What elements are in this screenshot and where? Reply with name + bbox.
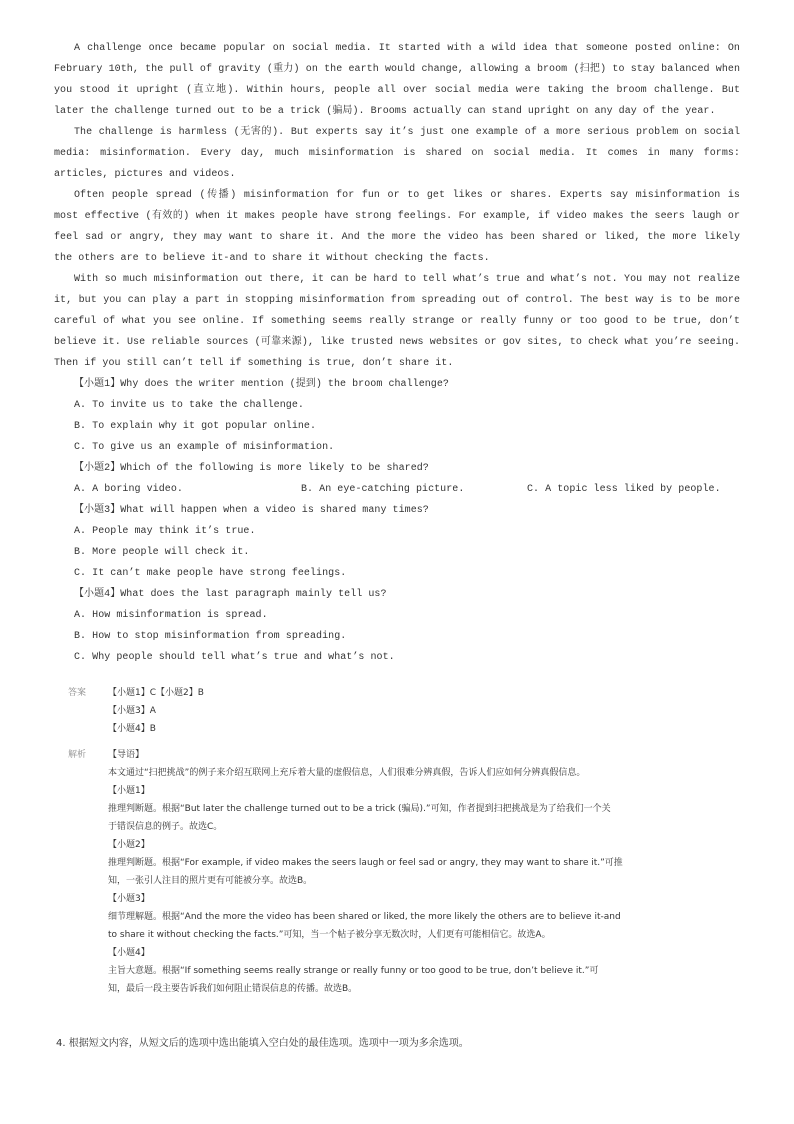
explanation-line: 【小题1】 (108, 786, 150, 796)
question-1 (54, 374, 740, 458)
question-2 (54, 458, 740, 500)
passage-paragraph-1: A challenge once became popular on social media. It started with a wild idea that someone posted online: On February 10th, the pull of gravity (重力) on the earth would change, allowing a broom (扫把) to stay balanced when you stood it upright (直立地). Within hours, people all over social media were taking the broom challenge. But later the challenge turned out to be a trick (骗局). Brooms actually can stand upright on any day of the year. (54, 43, 740, 117)
question-option: A. To invite us to take the challenge. (74, 400, 304, 411)
question-stem: 【小题1】Why does the writer mention (提到) the broom challenge? (74, 379, 449, 390)
explanation-line: 细节理解题。根据“And the more the video has been shared or liked, the more likely the others are to believe it-and (108, 912, 621, 922)
explanation-line: 于错误信息的例子。故选C。 (108, 822, 223, 832)
option-row (54, 479, 740, 500)
passage-paragraph-4: With so much misinformation out there, it can be hard to tell what’s true and what’s not. You may not realize it, but you can play a part in stopping misinformation from spreading out of control. The best way is to be more careful of what you see online. If something seems really strange or really funny or too good to be true, don’t believe it. Use reliable sources (可靠来源), like trusted news websites or gov sites, to check what you’re seeing. Then if you still can’t tell if something is true, don’t share it. (54, 274, 740, 369)
answer-explanation-block (68, 684, 728, 998)
question-option: A. People may think it’s true. (74, 526, 256, 537)
question-option: C. To give us an example of misinformation. (74, 442, 335, 453)
explanation-line: 本文通过“扫把挑战”的例子来介绍互联网上充斥着大量的虚假信息，人们很难分辨真假，告诉人们应如何分辨真假信息。 (108, 768, 586, 778)
question-4 (54, 584, 740, 668)
explanation-line: 知，一张引人注目的照片更有可能被分享。故选B。 (108, 876, 313, 886)
explanation-line: 知，最后一段主要告诉我们如何阻止错误信息的传播。故选B。 (108, 984, 358, 994)
explanation-section (68, 746, 728, 998)
question-stem: 【小题2】Which of the following is more likely to be shared? (74, 463, 429, 474)
answer-line: 【小题4】B (108, 724, 156, 734)
answer-body (108, 684, 728, 738)
explanation-line: to share it without checking the facts.”可知，当一个帖子被分享无数次时，人们更有可能相信它。故选A。 (108, 930, 551, 940)
next-question-instruction: 4. 根据短文内容，从短文后的选项中选出能填入空白处的最佳选项。选项中一项为多余选项。 (56, 1038, 469, 1049)
question-option: A. A boring video. (74, 484, 183, 495)
question-option: B. How to stop misinformation from spreading. (74, 631, 347, 642)
explanation-line: 推理判断题。根据“For example, if video makes the seers laugh or feel sad or angry, they may want to share it.”可推 (108, 858, 623, 868)
question-option: B. An eye-catching picture. (301, 484, 465, 495)
question-option: B. To explain why it got popular online. (74, 421, 317, 432)
answer-line: 【小题1】C【小题2】B (108, 688, 204, 698)
explanation-line: 【导语】 (108, 750, 145, 760)
question-stem: 【小题3】What will happen when a video is shared many times? (74, 505, 429, 516)
explanation-line: 主旨大意题。根据“If something seems really strange or really funny or too good to be true, don’t believe it.”可 (108, 966, 599, 976)
question-option: C. A topic less liked by people. (527, 484, 721, 495)
explanation-line: 【小题3】 (108, 894, 150, 904)
explanation-label: 解析 (68, 750, 87, 760)
question-option: C. Why people should tell what’s true and what’s not. (74, 652, 395, 663)
answer-line: 【小题3】A (108, 706, 156, 716)
explanation-line: 推理判断题。根据“But later the challenge turned out to be a trick (骗局).”可知，作者提到扫把挑战是为了给我们一个关 (108, 804, 611, 814)
question-option: A. How misinformation is spread. (74, 610, 268, 621)
answer-section (68, 684, 728, 738)
explanation-line: 【小题4】 (108, 948, 150, 958)
answer-label: 答案 (68, 688, 87, 698)
reading-passage (54, 38, 740, 668)
passage-paragraph-3: Often people spread (传播) misinformation for fun or to get likes or shares. Experts say misinformation is most effective (有效的) when it makes people have strong feelings. For example, if video makes the seers laugh or feel sad or angry, they may want to share it. And the more the video has been shared or liked, the more likely the others are to believe it-and to share it without checking the facts. (54, 190, 740, 264)
explanation-line: 【小题2】 (108, 840, 150, 850)
question-option: B. More people will check it. (74, 547, 250, 558)
question-option: C. It can’t make people have strong feelings. (74, 568, 347, 579)
question-list (54, 374, 740, 668)
question-3 (54, 500, 740, 584)
explanation-body (108, 746, 728, 998)
passage-paragraph-2: The challenge is harmless (无害的). But experts say it’s just one example of a more serious problem on social media: misinformation. Every day, much misinformation is shared on social media. It comes in many forms: articles, pictures and videos. (54, 127, 740, 180)
question-stem: 【小题4】What does the last paragraph mainly tell us? (74, 589, 387, 600)
